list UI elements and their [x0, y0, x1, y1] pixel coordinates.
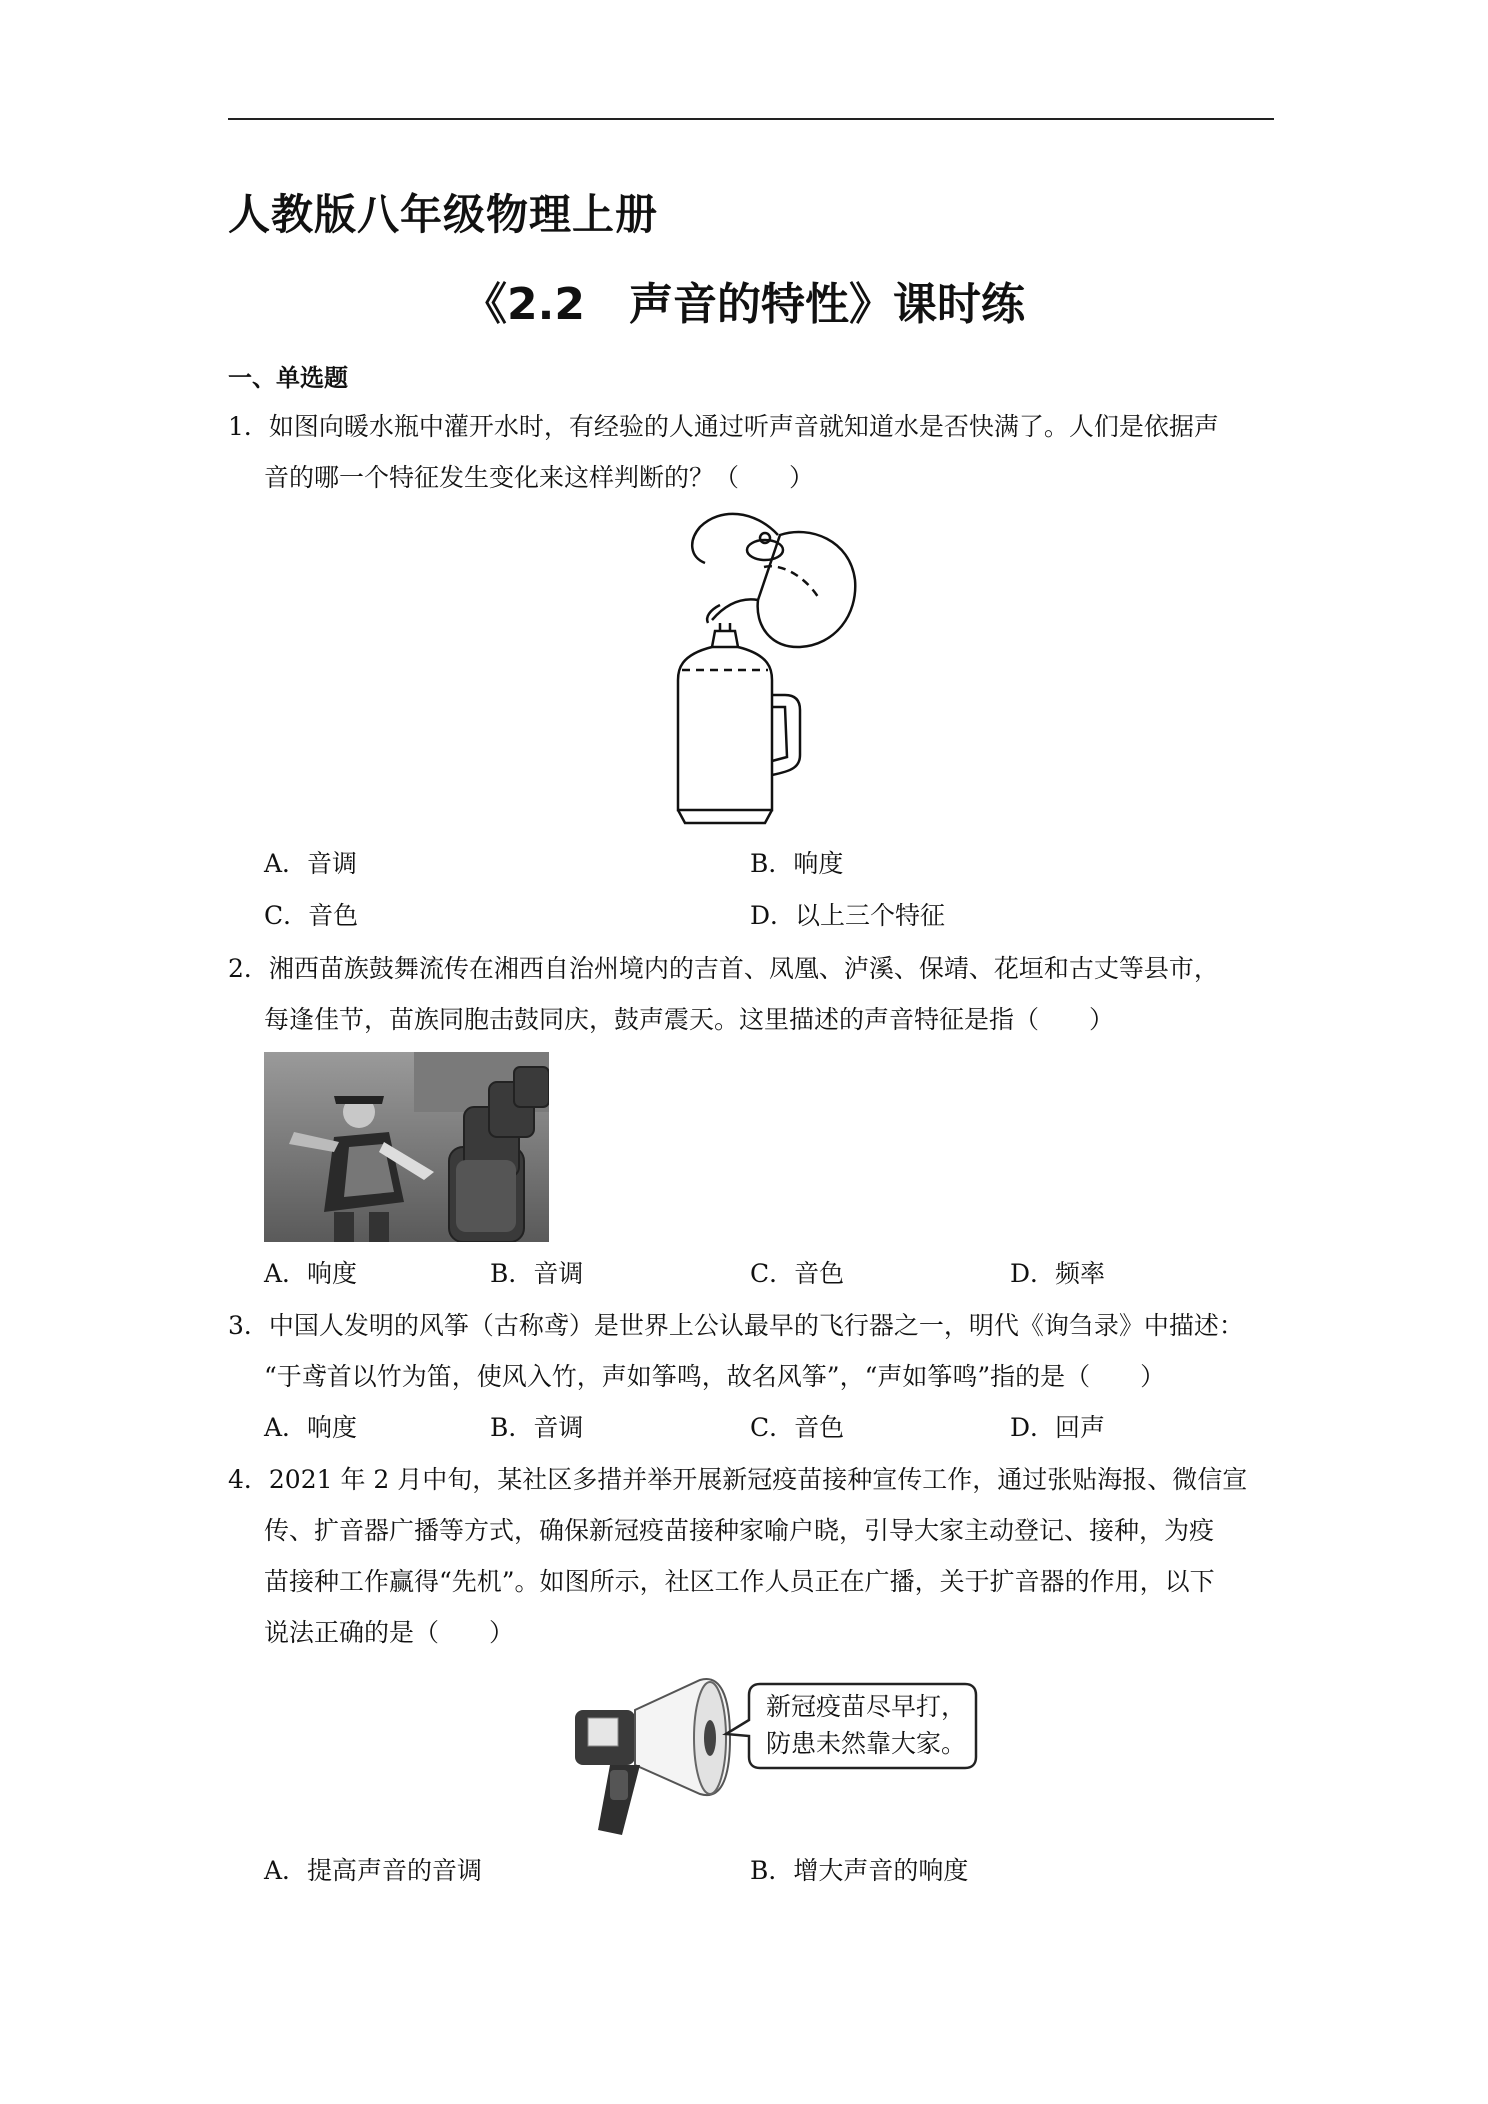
question-2-option-c[interactable]: C．音色 — [750, 1259, 845, 1288]
question-3-option-c[interactable]: C．音色 — [750, 1413, 845, 1442]
question-4-line-4: 说法正确的是（ ） — [264, 1618, 515, 1647]
question-2-option-d[interactable]: D．频率 — [1010, 1259, 1106, 1288]
question-1-option-a[interactable]: A．音调 — [264, 849, 358, 878]
question-4-line-2: 传、扩音器广播等方式，确保新冠疫苗接种家喻户晓，引导大家主动登记、接种，为疫 — [264, 1516, 1215, 1545]
question-2-option-b[interactable]: B．音调 — [490, 1259, 584, 1288]
question-3-line-1: 3．中国人发明的风筝（古称鸢）是世界上公认最早的飞行器之一，明代《询刍录》中描述： — [228, 1311, 1244, 1340]
drum-dance-photo — [264, 1052, 549, 1242]
question-1-option-b[interactable]: B．响度 — [750, 849, 844, 878]
question-1-line-1: 1．如图向暖水瓶中灌开水时，有经验的人通过听声音就知道水是否快满了。人们是依据声 — [228, 412, 1219, 441]
question-4-option-b[interactable]: B．增大声音的响度 — [750, 1856, 969, 1885]
question-1-line-2: 音的哪一个特征发生变化来这样判断的？（ ） — [264, 463, 815, 492]
question-2-line-2: 每逢佳节，苗族同胞击鼓同庆，鼓声震天。这里描述的声音特征是指（ ） — [264, 1005, 1115, 1034]
thermos-kettle-figure — [660, 505, 870, 835]
question-3-option-d[interactable]: D．回声 — [1010, 1413, 1106, 1442]
speech-bubble-line-1: 新冠疫苗尽早打， — [766, 1692, 967, 1721]
question-1-option-c[interactable]: C．音色 — [264, 901, 359, 930]
question-1-option-d[interactable]: D．以上三个特征 — [750, 901, 946, 930]
document-title: 人教版八年级物理上册 — [228, 190, 659, 239]
question-4-option-a[interactable]: A．提高声音的音调 — [264, 1856, 483, 1885]
speech-bubble-line-2: 防患未然靠大家。 — [766, 1729, 967, 1758]
question-3-line-2: “于鸢首以竹为笛，使风入竹，声如筝鸣，故名风筝”，“声如筝鸣”指的是（ ） — [264, 1362, 1166, 1391]
question-2-line-1: 2．湘西苗族鼓舞流传在湘西自治州境内的吉首、凤凰、泸溪、保靖、花垣和古丈等县市， — [228, 954, 1219, 983]
question-4-line-1: 4．2021 年 2 月中旬，某社区多措并举开展新冠疫苗接种宣传工作，通过张贴海报、微信宣 — [228, 1465, 1248, 1494]
header-rule — [228, 118, 1274, 120]
question-3-option-b[interactable]: B．音调 — [490, 1413, 584, 1442]
section-heading: 一、单选题 — [228, 364, 348, 392]
question-2-option-a[interactable]: A．响度 — [264, 1259, 358, 1288]
lesson-title: 《2.2 声音的特性》课时练 — [463, 279, 1025, 330]
question-4-line-3: 苗接种工作赢得“先机”。如图所示，社区工作人员正在广播，关于扩音器的作用，以下 — [264, 1567, 1215, 1596]
speech-bubble-shape — [720, 1676, 980, 1776]
question-3-option-a[interactable]: A．响度 — [264, 1413, 358, 1442]
